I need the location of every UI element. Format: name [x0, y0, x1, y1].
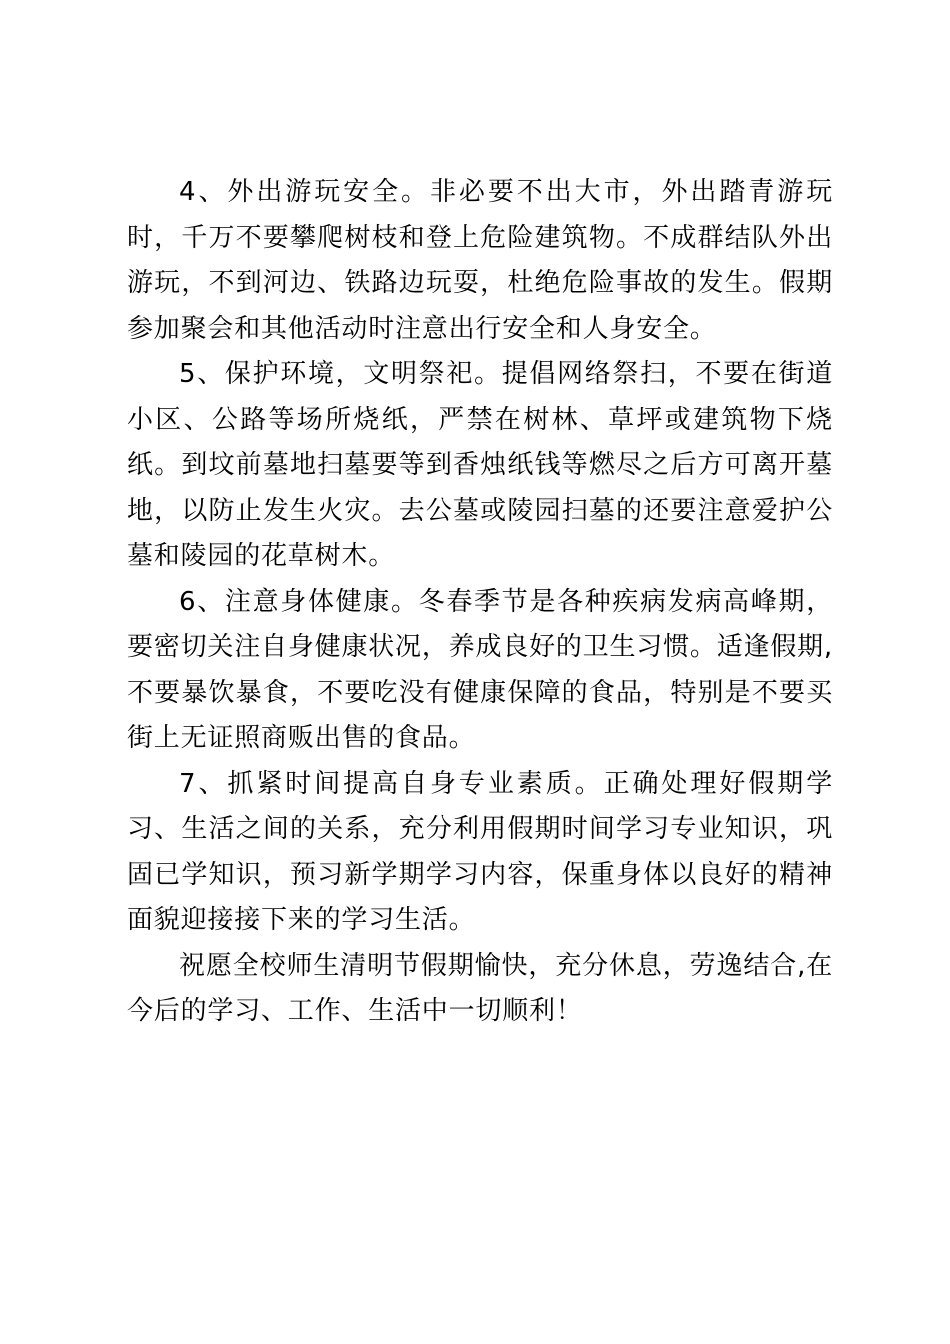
document-body — [127, 170, 833, 1035]
paragraph-environment-protection: 5、保护环境，文明祭祀。提倡网络祭扫，不要在街道小区、公路等场所烧纸，严禁在树林、草坪或建筑物下烧纸。到坟前墓地扫墓要等到香烛纸钱等燃尽之后方可离开墓地，以防止发生火灾。去公墓或陵园扫墓的还要注意爱护公墓和陵园的花草树木。 — [127, 359, 833, 571]
paragraph-professional-study: 7、抓紧时间提高自身专业素质。正确处理好假期学习、生活之间的关系，充分利用假期时间学习专业知识，巩固已学知识，预习新学期学习内容，保重身体以良好的精神面貌迎接接下来的学习生活。 — [127, 768, 833, 935]
paragraph-outdoor-safety: 4、外出游玩安全。非必要不出大市，外出踏青游玩时，千万不要攀爬树枝和登上危险建筑物。不成群结队外出游玩，不到河边、铁路边玩耍，杜绝危险事故的发生。假期参加聚会和其他活动时注意出行安全和人身安全。 — [127, 177, 833, 344]
paragraph-health: 6、注意身体健康。冬春季节是各种疾病发病高峰期，要密切关注自身健康状况，养成良好的卫生习惯。适逢假期,不要暴饮暴食，不要吃没有健康保障的食品，特别是不要买街上无证照商贩出售的食品。 — [127, 586, 833, 753]
paragraph-closing-wishes: 祝愿全校师生清明节假期愉快，充分休息，劳逸结合,在今后的学习、工作、生活中一切顺利！ — [127, 950, 833, 1026]
